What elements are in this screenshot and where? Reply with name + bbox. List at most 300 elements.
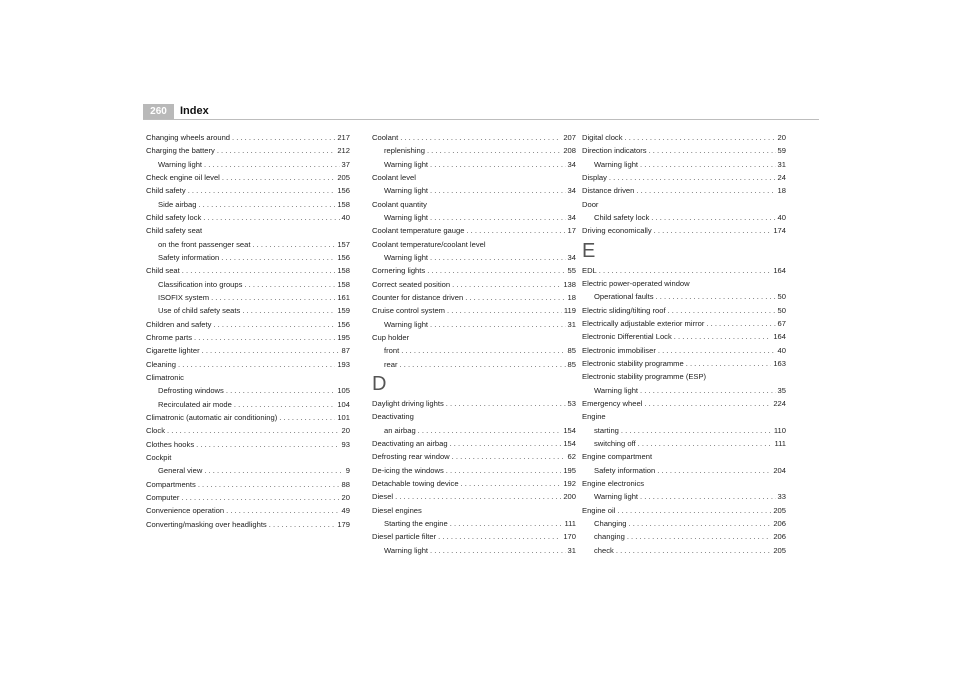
entry-text: Digital clock bbox=[582, 133, 623, 142]
dot-leader bbox=[430, 184, 566, 197]
index-subentry bbox=[372, 544, 576, 557]
dot-leader bbox=[418, 424, 562, 437]
index-entry bbox=[146, 424, 350, 437]
dot-leader bbox=[644, 397, 771, 410]
dot-leader bbox=[198, 198, 335, 211]
page-reference: 88 bbox=[341, 479, 350, 489]
entry-text: General view bbox=[158, 466, 203, 476]
entry-text: Counter for distance driven bbox=[372, 292, 464, 302]
dot-leader bbox=[452, 278, 561, 291]
entry-text: Electronic stability programme bbox=[582, 358, 684, 368]
entry-text: starting bbox=[594, 425, 619, 435]
index-subentry bbox=[372, 184, 576, 197]
index-entry bbox=[372, 131, 576, 144]
dot-leader bbox=[188, 184, 336, 197]
dot-leader bbox=[452, 450, 566, 463]
entry-text: Changing bbox=[594, 518, 627, 528]
page-reference: 179 bbox=[337, 519, 350, 529]
dot-leader bbox=[198, 478, 340, 491]
entry-text: Coolant bbox=[372, 133, 399, 142]
index-column-2 bbox=[372, 131, 576, 557]
index-subentry bbox=[146, 304, 350, 317]
entry-text: Engine electronics bbox=[582, 478, 645, 488]
dot-leader bbox=[242, 304, 335, 317]
entry-text: Cigarette lighter bbox=[146, 346, 200, 356]
index-entry bbox=[146, 144, 350, 157]
dot-leader bbox=[221, 251, 335, 264]
page-reference: 62 bbox=[567, 452, 576, 462]
dot-leader bbox=[427, 264, 565, 277]
index-entry bbox=[582, 397, 786, 410]
index-entry bbox=[582, 171, 786, 184]
dot-leader bbox=[279, 411, 335, 424]
dot-leader bbox=[656, 290, 776, 303]
index-entry bbox=[372, 397, 576, 410]
index-entry bbox=[582, 184, 786, 197]
page-number-badge: 260 bbox=[143, 104, 174, 119]
page-reference: 17 bbox=[567, 226, 576, 236]
page-reference: 119 bbox=[563, 306, 576, 316]
index-entry bbox=[146, 318, 350, 331]
entry-text: Emergency wheel bbox=[582, 398, 643, 408]
entry-text: Converting/masking over headlights bbox=[146, 519, 267, 529]
dot-leader bbox=[686, 357, 772, 370]
index-entry bbox=[582, 304, 786, 317]
index-entry bbox=[372, 464, 576, 477]
dot-leader bbox=[640, 490, 776, 503]
index-entry bbox=[146, 518, 350, 531]
entry-text: Driving economically bbox=[582, 226, 652, 236]
index-entry bbox=[146, 264, 350, 277]
page-reference: 192 bbox=[563, 478, 576, 488]
page-reference: 34 bbox=[567, 186, 576, 196]
index-subentry bbox=[146, 398, 350, 411]
page-reference: 37 bbox=[341, 159, 350, 169]
dot-leader bbox=[706, 317, 775, 330]
index-entry bbox=[146, 478, 350, 491]
index-entry bbox=[582, 450, 786, 463]
entry-text: Cleaning bbox=[146, 359, 176, 369]
entry-text: Warning light bbox=[158, 159, 203, 169]
entry-text: Warning light bbox=[594, 492, 639, 502]
page-reference: 157 bbox=[337, 239, 350, 249]
dot-leader bbox=[430, 211, 566, 224]
dot-leader bbox=[244, 278, 335, 291]
dot-leader bbox=[213, 318, 335, 331]
entry-text: replenishing bbox=[384, 146, 425, 156]
page-reference: 35 bbox=[777, 385, 786, 395]
index-subentry bbox=[372, 144, 576, 157]
page-reference: 9 bbox=[345, 466, 350, 476]
index-subentry bbox=[582, 490, 786, 503]
dot-leader bbox=[194, 331, 335, 344]
dot-leader bbox=[430, 318, 566, 331]
entry-text: changing bbox=[594, 532, 625, 542]
index-subentry bbox=[146, 384, 350, 397]
page-reference: 85 bbox=[567, 346, 576, 356]
dot-leader bbox=[446, 464, 562, 477]
page-reference: 161 bbox=[337, 292, 350, 302]
index-entry bbox=[582, 410, 786, 423]
entry-text: Daylight driving lights bbox=[372, 398, 444, 408]
dot-leader bbox=[204, 158, 340, 171]
dot-leader bbox=[616, 544, 771, 557]
page-reference: 105 bbox=[337, 386, 350, 396]
index-entry bbox=[372, 504, 576, 517]
page-reference: 50 bbox=[777, 305, 786, 315]
index-subentry bbox=[146, 238, 350, 251]
page-reference: 206 bbox=[773, 518, 786, 528]
dot-leader bbox=[167, 424, 340, 437]
dot-leader bbox=[232, 131, 335, 144]
page-reference: 195 bbox=[337, 332, 350, 342]
page-reference: 85 bbox=[567, 359, 576, 369]
entry-text: Cup holder bbox=[372, 332, 410, 342]
index-subentry bbox=[146, 278, 350, 291]
dot-leader bbox=[668, 304, 776, 317]
entry-text: Warning light bbox=[384, 212, 429, 222]
dot-leader bbox=[269, 518, 336, 531]
page-title: Index bbox=[180, 105, 209, 117]
index-entry bbox=[372, 171, 576, 184]
index-entry bbox=[372, 437, 576, 450]
index-entry bbox=[582, 330, 786, 343]
entry-text: Warning light bbox=[384, 186, 429, 196]
page-reference: 158 bbox=[337, 266, 350, 276]
entry-text: Electronic stability programme (ESP) bbox=[582, 372, 707, 382]
entry-text: Changing wheels around bbox=[146, 133, 231, 142]
index-entry bbox=[146, 371, 350, 384]
page-reference: 164 bbox=[773, 265, 786, 275]
page-reference: 93 bbox=[341, 439, 350, 449]
dot-leader bbox=[252, 238, 335, 251]
entry-text: Operational faults bbox=[594, 292, 654, 302]
entry-text: Check engine oil level bbox=[146, 172, 220, 182]
entry-text: Coolant temperature gauge bbox=[372, 226, 465, 236]
page-reference: 49 bbox=[341, 506, 350, 516]
index-subentry bbox=[372, 211, 576, 224]
section-letter: E bbox=[582, 239, 596, 262]
index-entry bbox=[146, 358, 350, 371]
index-subentry bbox=[146, 464, 350, 477]
dot-leader bbox=[400, 131, 561, 144]
entry-text: Detachable towing device bbox=[372, 478, 459, 488]
dot-leader bbox=[217, 144, 336, 157]
page-reference: 170 bbox=[563, 532, 576, 542]
page-reference: 206 bbox=[773, 532, 786, 542]
page-reference: 174 bbox=[773, 226, 786, 236]
page-reference: 40 bbox=[777, 212, 786, 222]
entry-text: Chrome parts bbox=[146, 332, 193, 342]
index-subentry bbox=[146, 251, 350, 264]
dot-leader bbox=[438, 530, 561, 543]
dot-leader bbox=[450, 437, 562, 450]
entry-text: on the front passenger seat bbox=[158, 239, 251, 249]
index-subentry bbox=[582, 424, 786, 437]
page-reference: 212 bbox=[337, 146, 350, 156]
entry-text: Electrically adjustable exterior mirror bbox=[582, 318, 705, 328]
index-entry bbox=[146, 184, 350, 197]
dot-leader bbox=[427, 144, 561, 157]
page-reference: 207 bbox=[563, 133, 576, 142]
page-reference: 159 bbox=[337, 306, 350, 316]
entry-text: Door bbox=[582, 199, 599, 209]
index-entry bbox=[582, 264, 786, 277]
index-entry bbox=[372, 278, 576, 291]
page-reference: 205 bbox=[773, 545, 786, 555]
entry-text: rear bbox=[384, 359, 398, 369]
entry-text: Defrosting windows bbox=[158, 386, 224, 396]
page-reference: 158 bbox=[337, 279, 350, 289]
page-reference: 40 bbox=[341, 212, 350, 222]
entry-text: Engine bbox=[582, 412, 606, 422]
entry-text: Child safety seat bbox=[146, 226, 203, 236]
entry-text: Cruise control system bbox=[372, 306, 446, 316]
index-entry bbox=[372, 224, 576, 237]
page-reference: 164 bbox=[773, 332, 786, 342]
entry-text: Warning light bbox=[384, 319, 429, 329]
page-reference: 205 bbox=[773, 505, 786, 515]
page-reference: 224 bbox=[773, 398, 786, 408]
entry-text: Electronic Differential Lock bbox=[582, 332, 672, 342]
index-entry bbox=[582, 370, 786, 383]
page-reference: 40 bbox=[777, 345, 786, 355]
entry-text: Diesel particle filter bbox=[372, 532, 437, 542]
page-reference: 154 bbox=[563, 438, 576, 448]
page-reference: 163 bbox=[773, 358, 786, 368]
dot-leader bbox=[181, 491, 339, 504]
dot-leader bbox=[636, 184, 775, 197]
index-entry bbox=[582, 224, 786, 237]
entry-text: check bbox=[594, 545, 614, 555]
index-subentry bbox=[372, 158, 576, 171]
dot-leader bbox=[629, 517, 772, 530]
entry-text: switching off bbox=[594, 438, 636, 448]
dot-leader bbox=[400, 358, 566, 371]
entry-text: Coolant temperature/coolant level bbox=[372, 239, 486, 249]
entry-text: Convenience operation bbox=[146, 506, 225, 516]
page-reference: 53 bbox=[567, 398, 576, 408]
index-subentry bbox=[582, 158, 786, 171]
index-subentry bbox=[582, 384, 786, 397]
entry-text: Distance driven bbox=[582, 186, 635, 196]
dot-leader bbox=[226, 384, 335, 397]
index-subentry bbox=[582, 437, 786, 450]
dot-leader bbox=[450, 517, 563, 530]
entry-text: Cockpit bbox=[146, 452, 172, 462]
index-subentry bbox=[582, 290, 786, 303]
dot-leader bbox=[627, 530, 772, 543]
entry-text: Coolant quantity bbox=[372, 199, 427, 209]
dot-leader bbox=[203, 211, 339, 224]
entry-text: Warning light bbox=[594, 385, 639, 395]
entry-text: Defrosting rear window bbox=[372, 452, 450, 462]
entry-text: Child seat bbox=[146, 266, 180, 276]
entry-text: Climatronic bbox=[146, 372, 184, 382]
entry-text: De-icing the windows bbox=[372, 465, 444, 475]
index-subentry bbox=[146, 291, 350, 304]
dot-leader bbox=[202, 344, 340, 357]
index-subentry bbox=[582, 530, 786, 543]
dot-leader bbox=[204, 464, 343, 477]
index-entry bbox=[146, 438, 350, 451]
dot-leader bbox=[430, 544, 566, 557]
index-entry bbox=[146, 224, 350, 237]
dot-leader bbox=[621, 424, 772, 437]
page-reference: 204 bbox=[773, 465, 786, 475]
index-entry bbox=[582, 477, 786, 490]
page-reference: 193 bbox=[337, 359, 350, 369]
dot-leader bbox=[461, 477, 562, 490]
entry-text: Classification into groups bbox=[158, 279, 243, 289]
dot-leader bbox=[649, 144, 776, 157]
dot-leader bbox=[599, 264, 772, 277]
index-entry bbox=[372, 331, 576, 344]
entry-text: Child safety lock bbox=[594, 212, 650, 222]
entry-text: Starting the engine bbox=[384, 518, 448, 528]
dot-leader bbox=[447, 304, 562, 317]
page-reference: 20 bbox=[341, 426, 350, 436]
entry-text: Clock bbox=[146, 426, 165, 436]
index-entry bbox=[146, 211, 350, 224]
dot-leader bbox=[640, 158, 776, 171]
entry-text: Warning light bbox=[594, 159, 639, 169]
page-reference: 110 bbox=[773, 425, 786, 435]
index-entry bbox=[372, 304, 576, 317]
entry-text: Children and safety bbox=[146, 319, 212, 329]
index-entry bbox=[146, 504, 350, 517]
dot-leader bbox=[658, 344, 776, 357]
index-entry bbox=[372, 490, 576, 503]
index-entry bbox=[582, 344, 786, 357]
index-subentry bbox=[146, 158, 350, 171]
entry-text: Child safety bbox=[146, 186, 186, 196]
page-reference: 18 bbox=[567, 292, 576, 302]
index-subentry bbox=[372, 358, 576, 371]
page-reference: 34 bbox=[567, 212, 576, 222]
dot-leader bbox=[465, 291, 565, 304]
index-entry bbox=[372, 450, 576, 463]
page-reference: 34 bbox=[567, 159, 576, 169]
dot-leader bbox=[674, 330, 772, 343]
index-subentry bbox=[582, 544, 786, 557]
index-entry bbox=[582, 131, 786, 144]
dot-leader bbox=[178, 358, 335, 371]
index-entry bbox=[372, 530, 576, 543]
page-reference: 156 bbox=[337, 252, 350, 262]
entry-text: Cornering lights bbox=[372, 266, 426, 276]
index-entry bbox=[372, 291, 576, 304]
page-reference: 24 bbox=[777, 172, 786, 182]
page-reference: 111 bbox=[564, 518, 576, 528]
index-entry bbox=[582, 277, 786, 290]
dot-leader bbox=[654, 224, 772, 237]
dot-leader bbox=[226, 504, 339, 517]
dot-leader bbox=[211, 291, 335, 304]
page-reference: 20 bbox=[777, 133, 786, 142]
entry-text: Charging the battery bbox=[146, 146, 215, 156]
index-subentry bbox=[146, 198, 350, 211]
page-reference: 156 bbox=[337, 186, 350, 196]
page-reference: 200 bbox=[563, 492, 576, 502]
entry-text: Electric sliding/tilting roof bbox=[582, 305, 666, 315]
page-reference: 31 bbox=[777, 159, 786, 169]
page-reference: 101 bbox=[337, 412, 350, 422]
index-subentry bbox=[372, 517, 576, 530]
index-entry bbox=[372, 238, 576, 251]
index-column-1 bbox=[146, 131, 350, 531]
entry-text: Electric power-operated window bbox=[582, 278, 690, 288]
dot-leader bbox=[625, 131, 776, 144]
entry-text: Deactivating bbox=[372, 412, 414, 422]
page-reference: 158 bbox=[337, 199, 350, 209]
index-entry bbox=[146, 171, 350, 184]
page-reference: 18 bbox=[777, 186, 786, 196]
entry-text: Safety information bbox=[594, 465, 656, 475]
page-reference: 31 bbox=[567, 319, 576, 329]
page-reference: 138 bbox=[563, 279, 576, 289]
page-reference: 205 bbox=[337, 172, 350, 182]
entry-text: Correct seated position bbox=[372, 279, 451, 289]
entry-text: Computer bbox=[146, 492, 180, 502]
dot-leader bbox=[640, 384, 776, 397]
page-reference: 195 bbox=[563, 465, 576, 475]
dot-leader bbox=[638, 437, 773, 450]
index-subentry bbox=[372, 424, 576, 437]
entry-text: Use of child safety seats bbox=[158, 306, 241, 316]
entry-text: ISOFIX system bbox=[158, 292, 210, 302]
entry-text: Safety information bbox=[158, 252, 220, 262]
entry-text: Display bbox=[582, 172, 607, 182]
index-entry bbox=[146, 451, 350, 464]
index-entry bbox=[146, 491, 350, 504]
entry-text: Engine oil bbox=[582, 505, 616, 515]
index-subentry bbox=[372, 318, 576, 331]
index-subentry bbox=[582, 517, 786, 530]
entry-text: Side airbag bbox=[158, 199, 197, 209]
dot-leader bbox=[430, 158, 566, 171]
index-entry bbox=[582, 357, 786, 370]
page-reference: 217 bbox=[337, 133, 350, 142]
entry-text: Coolant level bbox=[372, 172, 416, 182]
entry-text: Warning light bbox=[384, 252, 429, 262]
dot-leader bbox=[430, 251, 566, 264]
entry-text: Engine compartment bbox=[582, 452, 653, 462]
entry-text: Warning light bbox=[384, 159, 429, 169]
dot-leader bbox=[657, 464, 771, 477]
dot-leader bbox=[196, 438, 339, 451]
entry-text: EDL bbox=[582, 265, 597, 275]
entry-text: Direction indicators bbox=[582, 146, 647, 156]
page-reference: 33 bbox=[777, 492, 786, 502]
dot-leader bbox=[651, 211, 775, 224]
index-subentry bbox=[582, 211, 786, 224]
entry-text: Diesel engines bbox=[372, 505, 422, 515]
index-entry bbox=[372, 198, 576, 211]
dot-leader bbox=[609, 171, 776, 184]
entry-text: Compartments bbox=[146, 479, 196, 489]
index-entry bbox=[582, 504, 786, 517]
dot-leader bbox=[446, 397, 566, 410]
page-reference: 20 bbox=[341, 492, 350, 502]
entry-text: Diesel bbox=[372, 492, 394, 502]
header-divider bbox=[143, 119, 819, 120]
entry-text: Deactivating an airbag bbox=[372, 438, 448, 448]
page-reference: 208 bbox=[563, 146, 576, 156]
page-reference: 59 bbox=[777, 146, 786, 156]
entry-text: Child safety lock bbox=[146, 212, 202, 222]
page-reference: 154 bbox=[563, 425, 576, 435]
